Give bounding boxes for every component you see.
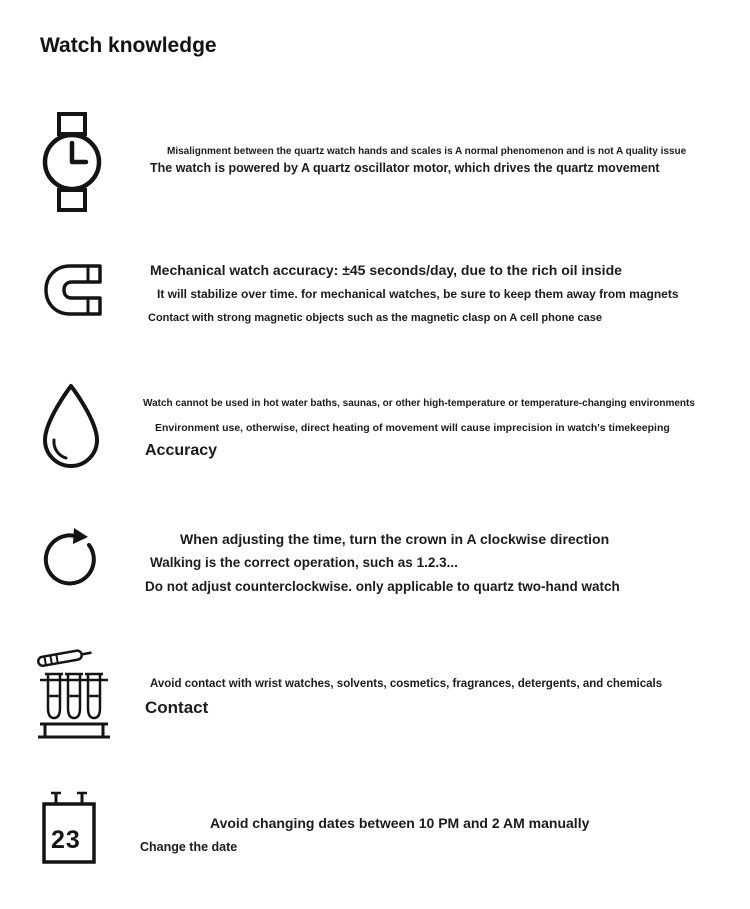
water-drop-icon xyxy=(38,382,104,472)
section-heading: Contact xyxy=(145,698,209,717)
section-text-line: Avoid changing dates between 10 PM and 2 AM manually xyxy=(210,815,590,831)
section-text-line: Do not adjust counterclockwise. only applicable to quartz two-hand watch xyxy=(145,579,620,594)
section-text-line: The watch is powered by A quartz oscillator motor, which drives the quartz movement xyxy=(150,161,660,175)
wristwatch-icon xyxy=(42,112,102,212)
section-heading: Accuracy xyxy=(145,442,218,459)
section-text-line: Environment use, otherwise, direct heating of movement will cause imprecision in watch's timekeeping xyxy=(155,422,670,434)
section-text-line: When adjusting the time, turn the crown in A clockwise direction xyxy=(180,531,610,547)
page-title: Watch knowledge xyxy=(40,34,217,57)
section-text-line: Change the date xyxy=(140,840,238,854)
section-text-line: Avoid contact with wrist watches, solvents, cosmetics, fragrances, detergents, and chemicals xyxy=(150,678,663,690)
clockwise-arrow-icon xyxy=(40,522,102,592)
section-text-line: Misalignment between the quartz watch hands and scales is A normal phenomenon and is not A quality issue xyxy=(167,146,687,157)
section-text-line: Walking is the correct operation, such as 1.2.3... xyxy=(150,555,458,570)
test-tubes-icon xyxy=(36,644,112,742)
magnet-icon xyxy=(42,262,104,318)
section-text-line: Mechanical watch accuracy: ±45 seconds/day, due to the rich oil inside xyxy=(150,262,622,278)
section-text-line: Watch cannot be used in hot water baths, saunas, or other high-temperature or temperature-changing environments xyxy=(143,398,695,409)
calendar-day-number: 23 xyxy=(51,826,81,854)
calendar-icon xyxy=(40,788,98,868)
section-text-line: It will stabilize over time. for mechanical watches, be sure to keep them away from magnets xyxy=(157,287,679,301)
section-text-line: Contact with strong magnetic objects such as the magnetic clasp on A cell phone case xyxy=(148,312,602,324)
